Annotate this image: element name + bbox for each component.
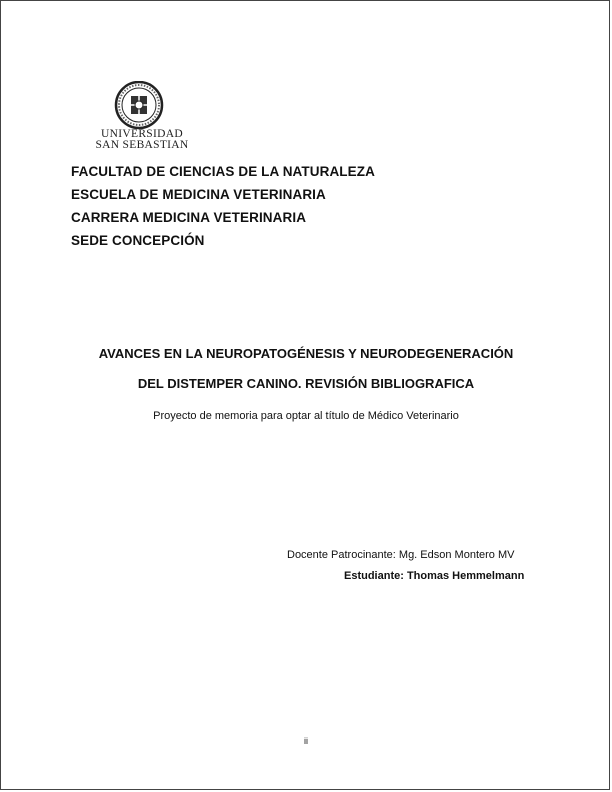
document-title-line-1: AVANCES EN LA NEUROPATOGÉNESIS Y NEURODEGENERACIÓN	[98, 346, 514, 361]
school-heading: ESCUELA DE MEDICINA VETERINARIA	[71, 187, 326, 202]
university-logo	[87, 81, 197, 157]
faculty-heading: FACULTAD DE CIENCIAS DE LA NATURALEZA	[71, 164, 375, 179]
document-subtitle: Proyecto de memoria para optar al título de Médico Veterinario	[153, 410, 459, 422]
student-name: Estudiante: Thomas Hemmelmann	[344, 570, 525, 582]
campus-heading: SEDE CONCEPCIÓN	[71, 233, 205, 248]
sponsor-teacher: Docente Patrocinante: Mg. Edson Montero MV	[287, 549, 515, 561]
university-name-line-2: SAN SEBASTIAN	[95, 139, 189, 151]
page-number: ii	[304, 736, 308, 746]
university-seal-icon	[108, 81, 170, 133]
document-title-line-2: DEL DISTEMPER CANINO. REVISIÓN BIBLIOGRAFICA	[137, 376, 475, 391]
university-name-line-1: UNIVERSIDAD	[101, 128, 183, 140]
career-heading: CARRERA MEDICINA VETERINARIA	[71, 210, 307, 225]
